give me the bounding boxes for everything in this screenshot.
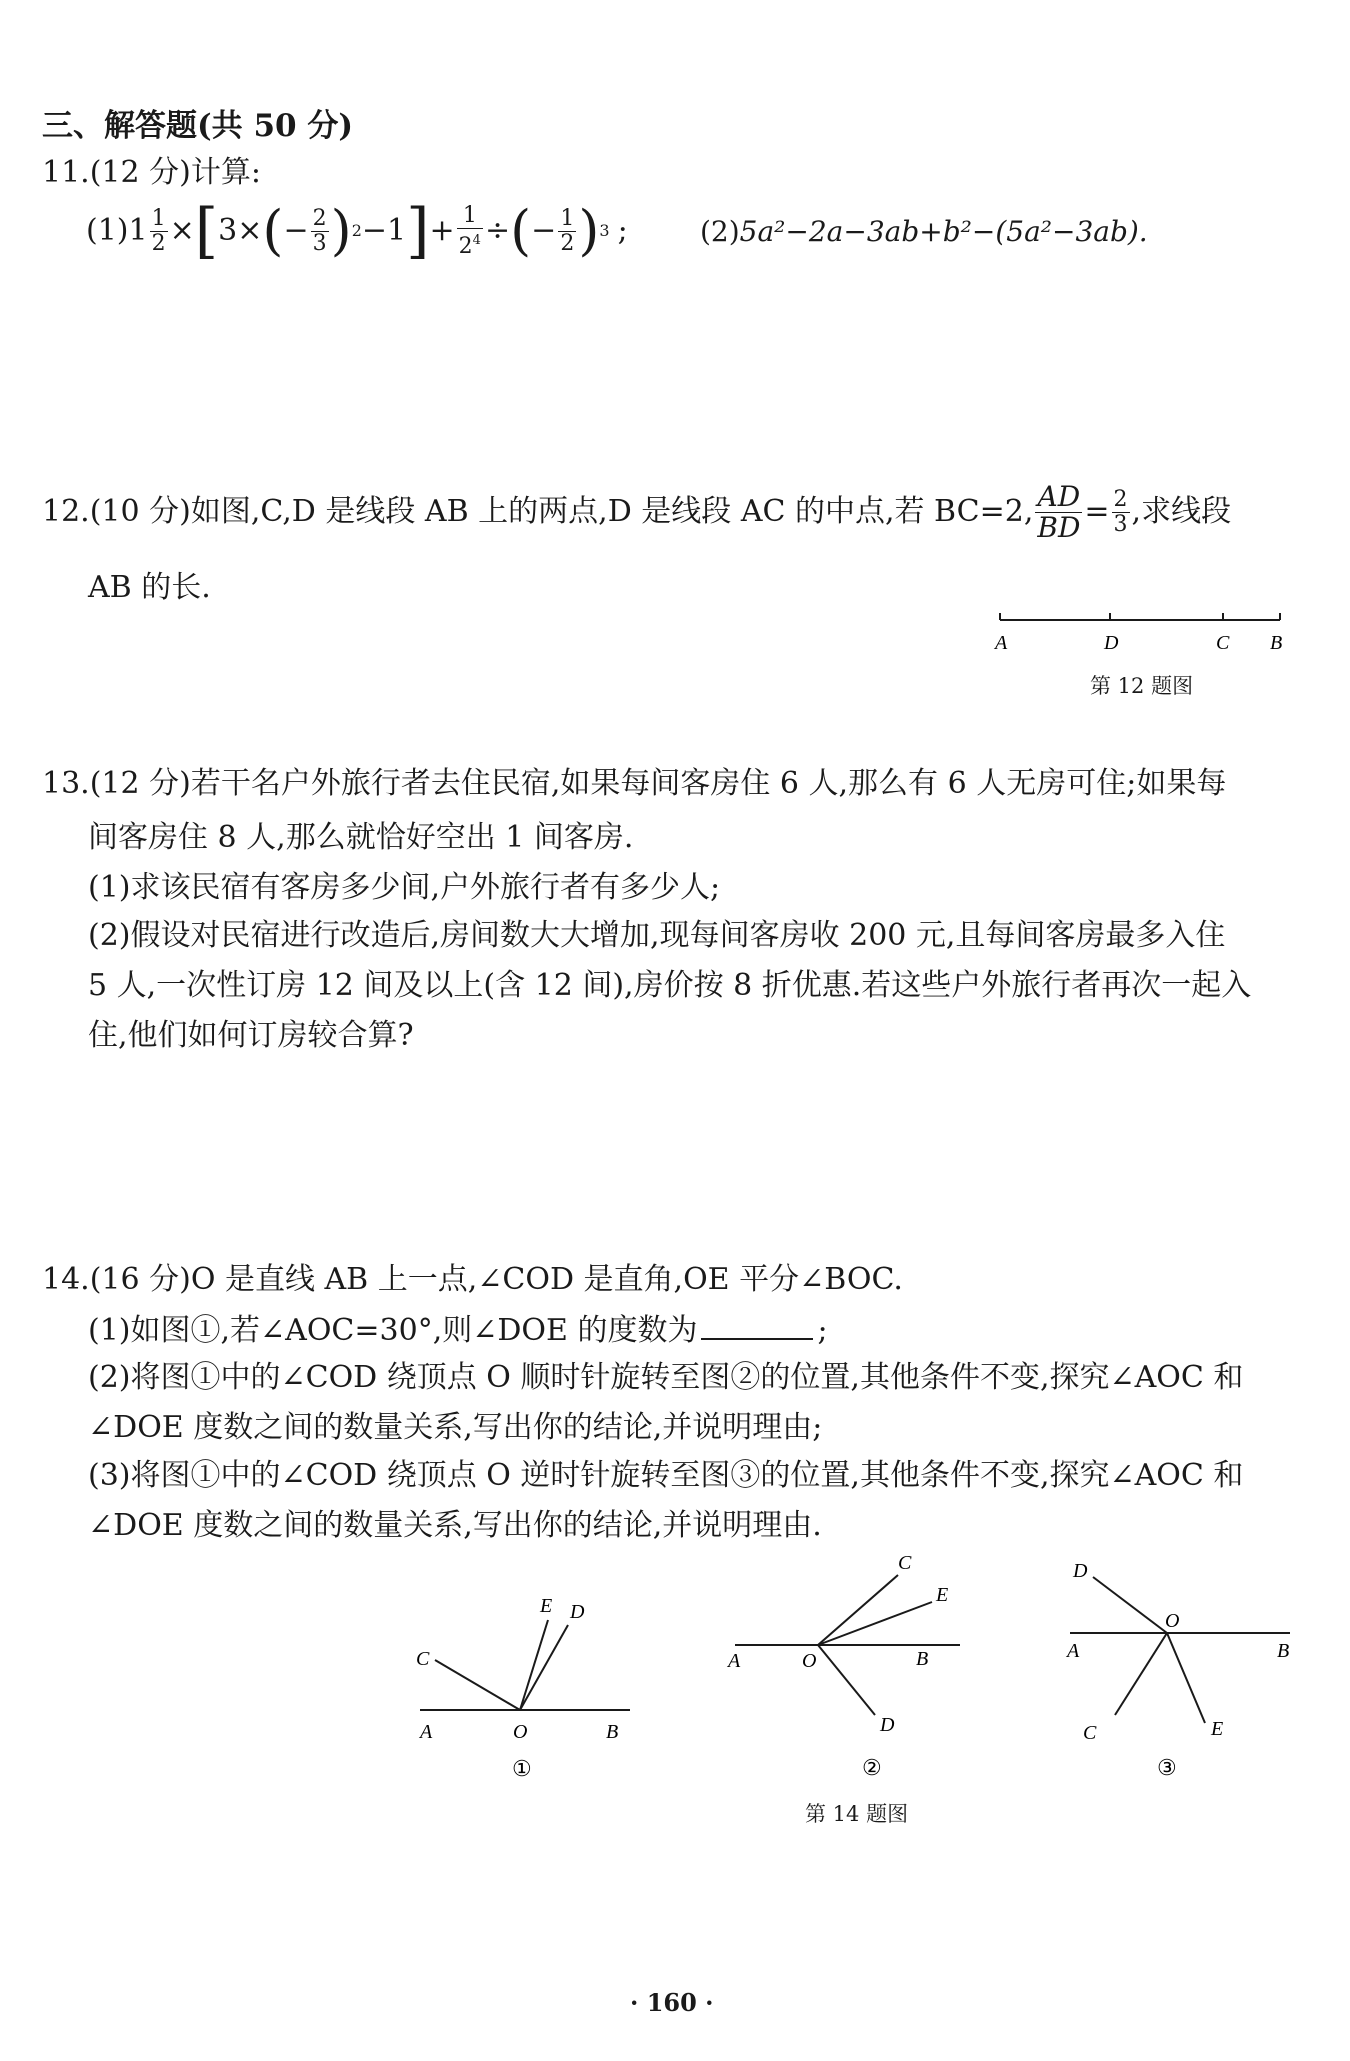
q11-p2-expr: 5a²−2a−3ab+b²−(5a²−3ab). bbox=[739, 215, 1148, 248]
frac-den: 3 bbox=[312, 230, 327, 256]
section-title: 三、解答题(共 50 分) bbox=[42, 108, 354, 144]
label-o: O bbox=[513, 1721, 528, 1743]
times-sign: × bbox=[169, 213, 195, 248]
right-paren: ) bbox=[330, 199, 352, 262]
right-bracket: ] bbox=[406, 196, 430, 266]
label-d: D bbox=[880, 1714, 895, 1736]
frac-den: 2 bbox=[151, 230, 166, 256]
right-paren: ) bbox=[578, 199, 600, 262]
figure-number: ③ bbox=[1157, 1755, 1177, 1780]
cube-exponent: 3 bbox=[599, 221, 610, 240]
frac-den: 3 bbox=[1113, 511, 1128, 537]
ray-oe bbox=[1167, 1633, 1205, 1723]
frac-num: AD bbox=[1035, 482, 1082, 513]
den-exponent: 4 bbox=[472, 232, 481, 248]
q13-line4: (2)假设对民宿进行改造后,房间数大大增加,现每间客房收 200 元,且每间客房最多入住 bbox=[88, 918, 1226, 953]
frac-num: 1 bbox=[151, 205, 166, 231]
frac-num: 1 bbox=[457, 204, 483, 229]
neg-sign: − bbox=[283, 213, 309, 248]
frac-den: BD bbox=[1037, 510, 1081, 544]
label-a: A bbox=[420, 1721, 433, 1743]
q14-line6: ∠DOE 度数之间的数量关系,写出你的结论,并说明理由. bbox=[88, 1508, 822, 1543]
answer-blank bbox=[701, 1310, 813, 1340]
q11-p1-whole: 1 bbox=[128, 213, 148, 248]
label-e: E bbox=[936, 1584, 949, 1606]
neg-sign: − bbox=[531, 213, 557, 248]
q11-third-frac bbox=[558, 207, 576, 256]
frac-num: 1 bbox=[560, 205, 575, 231]
label-b: B bbox=[606, 1721, 619, 1743]
label-d: D bbox=[1104, 632, 1119, 654]
q14-figure-1 bbox=[400, 1580, 640, 1790]
ray-od bbox=[520, 1625, 568, 1710]
divide-sign: ÷ bbox=[484, 213, 511, 248]
q13-line6: 住,他们如何订房较合算? bbox=[88, 1018, 414, 1053]
q14-line3: (2)将图①中的∠COD 绕顶点 O 顺时针旋转至图②的位置,其他条件不变,探究∠AOC 和 bbox=[88, 1360, 1244, 1395]
label-a: A bbox=[1067, 1640, 1080, 1662]
three-times: 3× bbox=[218, 213, 263, 248]
left-paren: ( bbox=[262, 199, 284, 262]
q12-ratio-frac bbox=[1035, 479, 1082, 544]
label-c: C bbox=[898, 1552, 912, 1574]
label-b: B bbox=[1277, 1640, 1290, 1662]
label-a: A bbox=[728, 1650, 741, 1672]
q14-figure-2 bbox=[720, 1545, 970, 1785]
page-number: · 160 · bbox=[630, 1988, 714, 2017]
q11-second-frac bbox=[457, 204, 483, 259]
q12-line2: AB 的长. bbox=[88, 570, 211, 605]
label-d: D bbox=[570, 1601, 585, 1623]
label-c: C bbox=[1216, 632, 1230, 654]
den-base: 2 bbox=[458, 233, 473, 259]
label-e: E bbox=[540, 1595, 553, 1617]
q12-figure-caption: 第 12 题图 bbox=[1090, 674, 1194, 698]
left-bracket: [ bbox=[194, 196, 219, 266]
q13-line5: 5 人,一次性订房 12 间及以上(含 12 间),房价按 8 折优惠.若这些户外旅行者再次一起入 bbox=[88, 968, 1252, 1003]
label-e: E bbox=[1211, 1718, 1224, 1740]
minus-one: −1 bbox=[361, 213, 407, 248]
left-paren: ( bbox=[510, 199, 532, 262]
q14-line2 bbox=[88, 1310, 828, 1351]
q12-rhs-frac bbox=[1112, 488, 1130, 537]
square-exponent: 2 bbox=[351, 221, 362, 240]
q11-p1-mixed-frac bbox=[150, 207, 168, 256]
frac-den bbox=[457, 229, 483, 259]
ray-oc bbox=[1115, 1633, 1167, 1715]
ray-oc bbox=[818, 1575, 898, 1645]
q12-line1 bbox=[42, 479, 1232, 544]
q14-line2-pre: (1)如图①,若∠AOC=30°,则∠DOE 的度数为 bbox=[88, 1313, 698, 1348]
ray-od bbox=[1093, 1577, 1167, 1633]
label-d: D bbox=[1073, 1560, 1088, 1582]
ray-oe bbox=[520, 1620, 548, 1710]
figure-number: ① bbox=[512, 1756, 532, 1781]
label-c: C bbox=[1083, 1722, 1097, 1744]
q11-part1 bbox=[86, 196, 628, 266]
label-a: A bbox=[995, 632, 1008, 654]
q12-figure bbox=[990, 605, 1290, 655]
q11-p1-label: (1) bbox=[86, 213, 129, 248]
frac-num: 2 bbox=[312, 205, 327, 231]
q13-line2: 间客房住 8 人,那么就恰好空出 1 间客房. bbox=[88, 820, 634, 855]
q14-line4: ∠DOE 度数之间的数量关系,写出你的结论,并说明理由; bbox=[88, 1410, 823, 1445]
q14-line5: (3)将图①中的∠COD 绕顶点 O 逆时针旋转至图③的位置,其他条件不变,探究∠AOC 和 bbox=[88, 1458, 1244, 1493]
q14-line1: 14.(16 分)O 是直线 AB 上一点,∠COD 是直角,OE 平分∠BOC. bbox=[42, 1262, 903, 1297]
label-c: C bbox=[416, 1648, 430, 1670]
q13-line3: (1)求该民宿有客房多少间,户外旅行者有多少人; bbox=[88, 870, 721, 905]
q11-prefix: 11.(12 分)计算: bbox=[42, 155, 261, 190]
label-o: O bbox=[1165, 1610, 1180, 1632]
frac-num: 2 bbox=[1113, 486, 1128, 512]
q11-inner-frac bbox=[311, 207, 329, 256]
q11-p2-label: (2) bbox=[700, 215, 740, 248]
figure-number: ② bbox=[862, 1755, 882, 1780]
ray-od bbox=[818, 1645, 875, 1715]
label-b: B bbox=[916, 1648, 929, 1670]
equals-sign: = bbox=[1084, 494, 1110, 529]
label-b: B bbox=[1270, 632, 1283, 654]
frac-den: 2 bbox=[560, 230, 575, 256]
q14-line2-post: ; bbox=[817, 1313, 828, 1348]
plus-sign: + bbox=[429, 213, 455, 248]
ray-oe bbox=[818, 1602, 932, 1645]
q13-line1: 13.(12 分)若干名户外旅行者去住民宿,如果每间客房住 6 人,那么有 6 人无房可住;如果每 bbox=[42, 766, 1227, 801]
q12-line1-post: ,求线段 bbox=[1131, 494, 1232, 529]
semicolon: ; bbox=[617, 213, 628, 248]
label-o: O bbox=[802, 1650, 817, 1672]
q14-figure-3 bbox=[1055, 1555, 1305, 1785]
q12-line1-pre: 12.(10 分)如图,C,D 是线段 AB 上的两点,D 是线段 AC 的中点,若 BC=2, bbox=[42, 494, 1034, 529]
q14-figure-caption: 第 14 题图 bbox=[805, 1802, 909, 1826]
q11-part2 bbox=[700, 212, 1148, 252]
ray-oc bbox=[435, 1660, 520, 1710]
